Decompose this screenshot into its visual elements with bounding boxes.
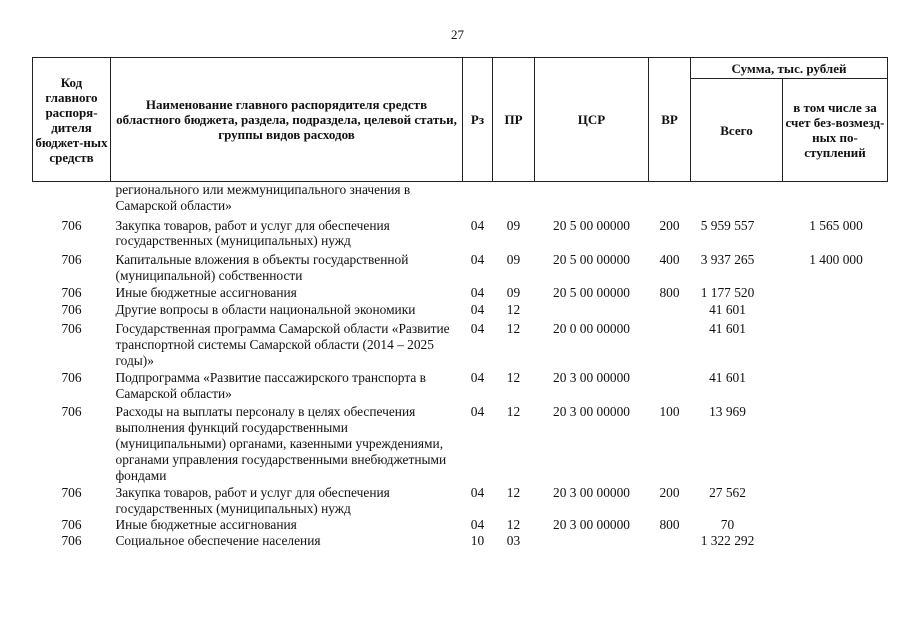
cell-rz: 04	[470, 301, 485, 317]
cell-vr: 200	[659, 485, 680, 501]
cell-csr: 20 3 00 00000	[553, 404, 630, 420]
header-csr: ЦСР	[535, 58, 649, 182]
cell-pr: 09	[506, 252, 521, 268]
table-row	[33, 301, 888, 318]
cell-csr: 20 3 00 00000	[553, 369, 630, 385]
cell-csr: 20 3 00 00000	[553, 485, 630, 501]
cell-name: Социальное обеспечение населения	[115, 532, 321, 548]
cell-vr: 100	[659, 404, 680, 420]
cell-grant	[783, 517, 888, 533]
cell-rz: 04	[470, 321, 485, 337]
cell-total: 41 601	[709, 301, 746, 317]
cell-name: Подпрограмма «Развитие пассажирского транспорта в Самарской области»	[115, 369, 426, 401]
budget-table	[32, 57, 888, 549]
cell-csr	[535, 301, 649, 318]
cell-vr	[649, 317, 691, 368]
cell-rz: 04	[470, 284, 485, 300]
cell-pr: 12	[506, 321, 521, 337]
table-row	[33, 317, 888, 368]
cell-csr	[535, 182, 649, 214]
header-grant: в том числе за счет без-возмезд-ных по-ступлений	[783, 79, 888, 182]
cell-pr: 12	[506, 301, 521, 317]
cell-code: 706	[61, 321, 82, 337]
cell-grant	[783, 369, 888, 402]
header-rz: Рз	[463, 58, 493, 182]
cell-grant	[783, 284, 888, 301]
cell-vr: 200	[659, 217, 680, 233]
cell-vr	[649, 182, 691, 214]
cell-total: 27 562	[709, 485, 746, 501]
cell-pr	[493, 182, 535, 214]
cell-code: 706	[61, 301, 82, 317]
table-body	[33, 182, 888, 549]
cell-csr	[535, 533, 649, 549]
table-row	[33, 182, 888, 214]
cell-code	[33, 182, 111, 214]
cell-total: 41 601	[709, 321, 746, 337]
cell-grant	[783, 401, 888, 483]
cell-name: Другие вопросы в области национальной экономики	[115, 301, 416, 317]
table-row	[33, 517, 888, 533]
cell-code: 706	[61, 532, 82, 548]
cell-vr: 400	[659, 252, 680, 268]
table-row	[33, 214, 888, 250]
header-code: Код главного распоря-дителя бюджет-ных средств	[33, 58, 111, 182]
cell-total: 41 601	[709, 369, 746, 385]
cell-pr: 12	[506, 485, 521, 501]
cell-grant: 1 400 000	[809, 252, 863, 268]
cell-pr: 12	[506, 369, 521, 385]
cell-vr	[649, 533, 691, 549]
cell-csr: 20 5 00 00000	[553, 217, 630, 233]
cell-total: 1 322 292	[700, 532, 755, 548]
cell-rz: 04	[470, 217, 485, 233]
cell-rz: 04	[470, 404, 485, 420]
cell-pr: 09	[506, 217, 521, 233]
cell-name: Закупка товаров, работ и услуг для обеспечения государственных (муниципальных) нужд	[115, 217, 390, 249]
cell-grant	[783, 533, 888, 549]
cell-total: 70	[720, 516, 735, 532]
cell-name: Капитальные вложения в объекты государственной (муниципальной) собственности	[115, 252, 409, 283]
cell-csr: 20 5 00 00000	[553, 252, 630, 268]
cell-rz: 04	[470, 252, 485, 268]
table-row	[33, 249, 888, 284]
cell-code: 706	[61, 252, 82, 268]
cell-rz	[463, 182, 493, 214]
cell-grant: 1 565 000	[809, 217, 863, 233]
header-sum-group: Сумма, тыс. рублей	[691, 58, 888, 79]
header-vr: ВР	[649, 58, 691, 182]
cell-rz: 04	[470, 516, 485, 532]
table-row	[33, 533, 888, 549]
cell-name: регионального или межмуниципального значения в Самарской области»	[115, 182, 411, 213]
cell-csr: 20 5 00 00000	[553, 284, 630, 300]
cell-pr: 03	[506, 532, 521, 548]
cell-pr: 12	[506, 516, 521, 532]
cell-code: 706	[61, 284, 82, 300]
cell-code: 706	[61, 369, 82, 385]
cell-total	[691, 182, 783, 214]
table-row	[33, 284, 888, 301]
header-name: Наименование главного распорядителя средств областного бюджета, раздела, подраздела, целевой статьи, группы видов расходов	[111, 58, 463, 182]
cell-total: 5 959 557	[700, 217, 755, 233]
cell-total: 1 177 520	[700, 284, 755, 300]
cell-rz: 04	[470, 485, 485, 501]
cell-pr: 12	[506, 404, 521, 420]
cell-grant	[783, 483, 888, 517]
cell-code: 706	[61, 404, 82, 420]
cell-code: 706	[61, 217, 82, 233]
header-total: Всего	[691, 79, 783, 182]
table-row	[33, 483, 888, 517]
cell-name: Государственная программа Самарской области «Развитие транспортной системы Самарской области (2014 – 2025 годы)»	[115, 321, 450, 368]
cell-rz: 04	[470, 369, 485, 385]
cell-csr: 20 0 00 00000	[553, 321, 630, 337]
cell-total: 13 969	[709, 404, 746, 420]
cell-name: Расходы на выплаты персоналу в целях обеспечения выполнения функций государственными (муниципальными) органами, казенными учреждениями, органами управления государственными внебюджетными фондами	[115, 404, 447, 483]
cell-grant	[783, 301, 888, 318]
cell-grant	[783, 182, 888, 214]
page-number: 27	[451, 27, 464, 42]
cell-rz: 10	[470, 532, 485, 548]
table-row	[33, 369, 888, 402]
cell-code: 706	[61, 485, 82, 501]
cell-code: 706	[61, 516, 82, 532]
cell-pr: 09	[506, 284, 521, 300]
cell-vr	[649, 301, 691, 318]
cell-name: Иные бюджетные ассигнования	[115, 284, 297, 300]
table-row	[33, 401, 888, 483]
cell-vr: 800	[659, 284, 680, 300]
cell-name: Иные бюджетные ассигнования	[115, 516, 297, 532]
cell-vr	[649, 369, 691, 402]
cell-grant	[783, 317, 888, 368]
cell-vr: 800	[659, 516, 680, 532]
header-pr: ПР	[493, 58, 535, 182]
cell-csr: 20 3 00 00000	[553, 516, 630, 532]
cell-name: Закупка товаров, работ и услуг для обеспечения государственных (муниципальных) нужд	[115, 485, 390, 517]
cell-total: 3 937 265	[700, 252, 755, 268]
